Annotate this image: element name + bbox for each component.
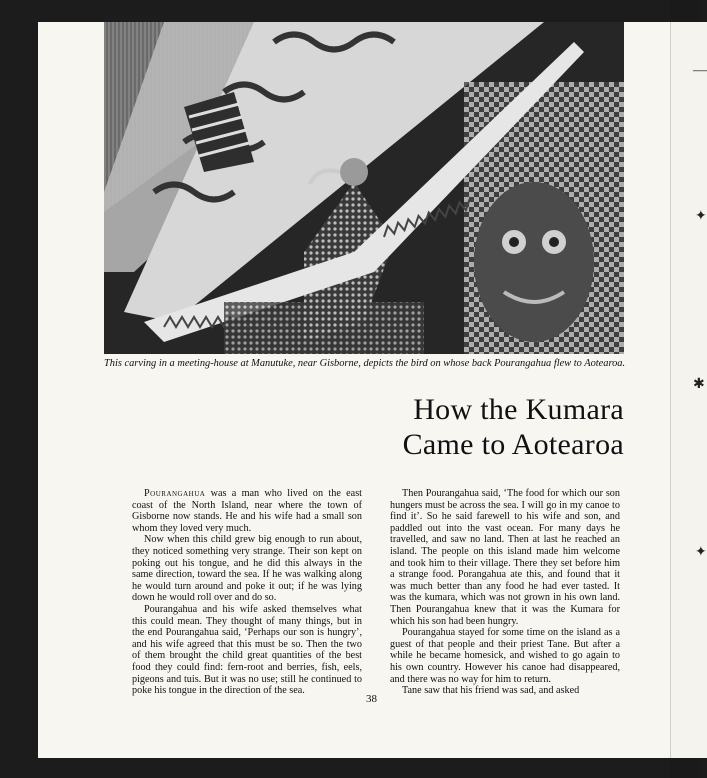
paragraph-text: was a man who lived on the east coast of the North Island, near where the town of Gisborne now stands. He and his wife had a small son whom they loved very much. bbox=[132, 488, 362, 534]
paragraph: Tane saw that his friend was sad, and asked bbox=[402, 685, 580, 697]
title-line-2: Came to Aotearoa bbox=[402, 428, 624, 461]
photo-caption: This carving in a meeting-house at Manutuke, near Gisborne, depicts the bird on whose back Pourangahua flew to Aotearoa. bbox=[104, 358, 626, 369]
margin-mark: ✱ bbox=[693, 377, 705, 392]
page bbox=[38, 22, 707, 758]
margin-mark: ✦ bbox=[695, 209, 707, 224]
left-column bbox=[132, 488, 362, 697]
facing-page-edge bbox=[670, 22, 707, 758]
article-title bbox=[324, 392, 624, 462]
margin-mark: — bbox=[693, 63, 707, 78]
carving-photo bbox=[104, 22, 624, 354]
paragraph: Now when this child grew big enough to run about, they noticed something very strange. Their son kept on poking out his tongue, and he did this always in the same direction, toward the sea. If he was walking along he would turn around and poke it out; if he was lying down he would roll over and do so. bbox=[132, 534, 362, 604]
paragraph: Pourangahua and his wife asked themselves what this could mean. They thought of many things, but in the end Pourangahua said, ‘Perhaps our son is hungry’, and his wife agreed that this must be so. Then the two of them brought the child great quantities of the best food they could find: fern-root and berries, fish, eels, pigeons and tuis. But it was no use; still he continued to poke his tongue in the direction of the sea. bbox=[132, 603, 362, 697]
right-column bbox=[390, 488, 620, 697]
paragraph bbox=[132, 488, 362, 534]
margin-mark: ✦ bbox=[695, 545, 707, 560]
page-number: 38 bbox=[366, 693, 377, 705]
lead-word: Pourangahua bbox=[144, 488, 206, 499]
paragraph: Then Pourangahua said, ‘The food for which our son hungers must be across the sea. I will go in my canoe to find it’. So he said farewell to his wife and son, and paddled out into the vast ocean. For many days he travelled, and saw no land. Then at last he reached an island. The people on this island made him welcome and took him to their village. There they set before him a strange food. Porangahua ate this, and found that it was much better than any food he had ever tasted. It was the kumara, which was not grown in his own land. Then Pourangahua knew that it was the Kumara for which his son had been hungry. bbox=[390, 488, 620, 627]
title-line-1: How the Kumara bbox=[413, 393, 624, 426]
paragraph: Pourangahua stayed for some time on the island as a guest of that people and their priest Tane. But after a while he became homesick, and wished to go again to his own country. However his canoe had disappeared, and there was no way for him to return. bbox=[390, 627, 620, 685]
